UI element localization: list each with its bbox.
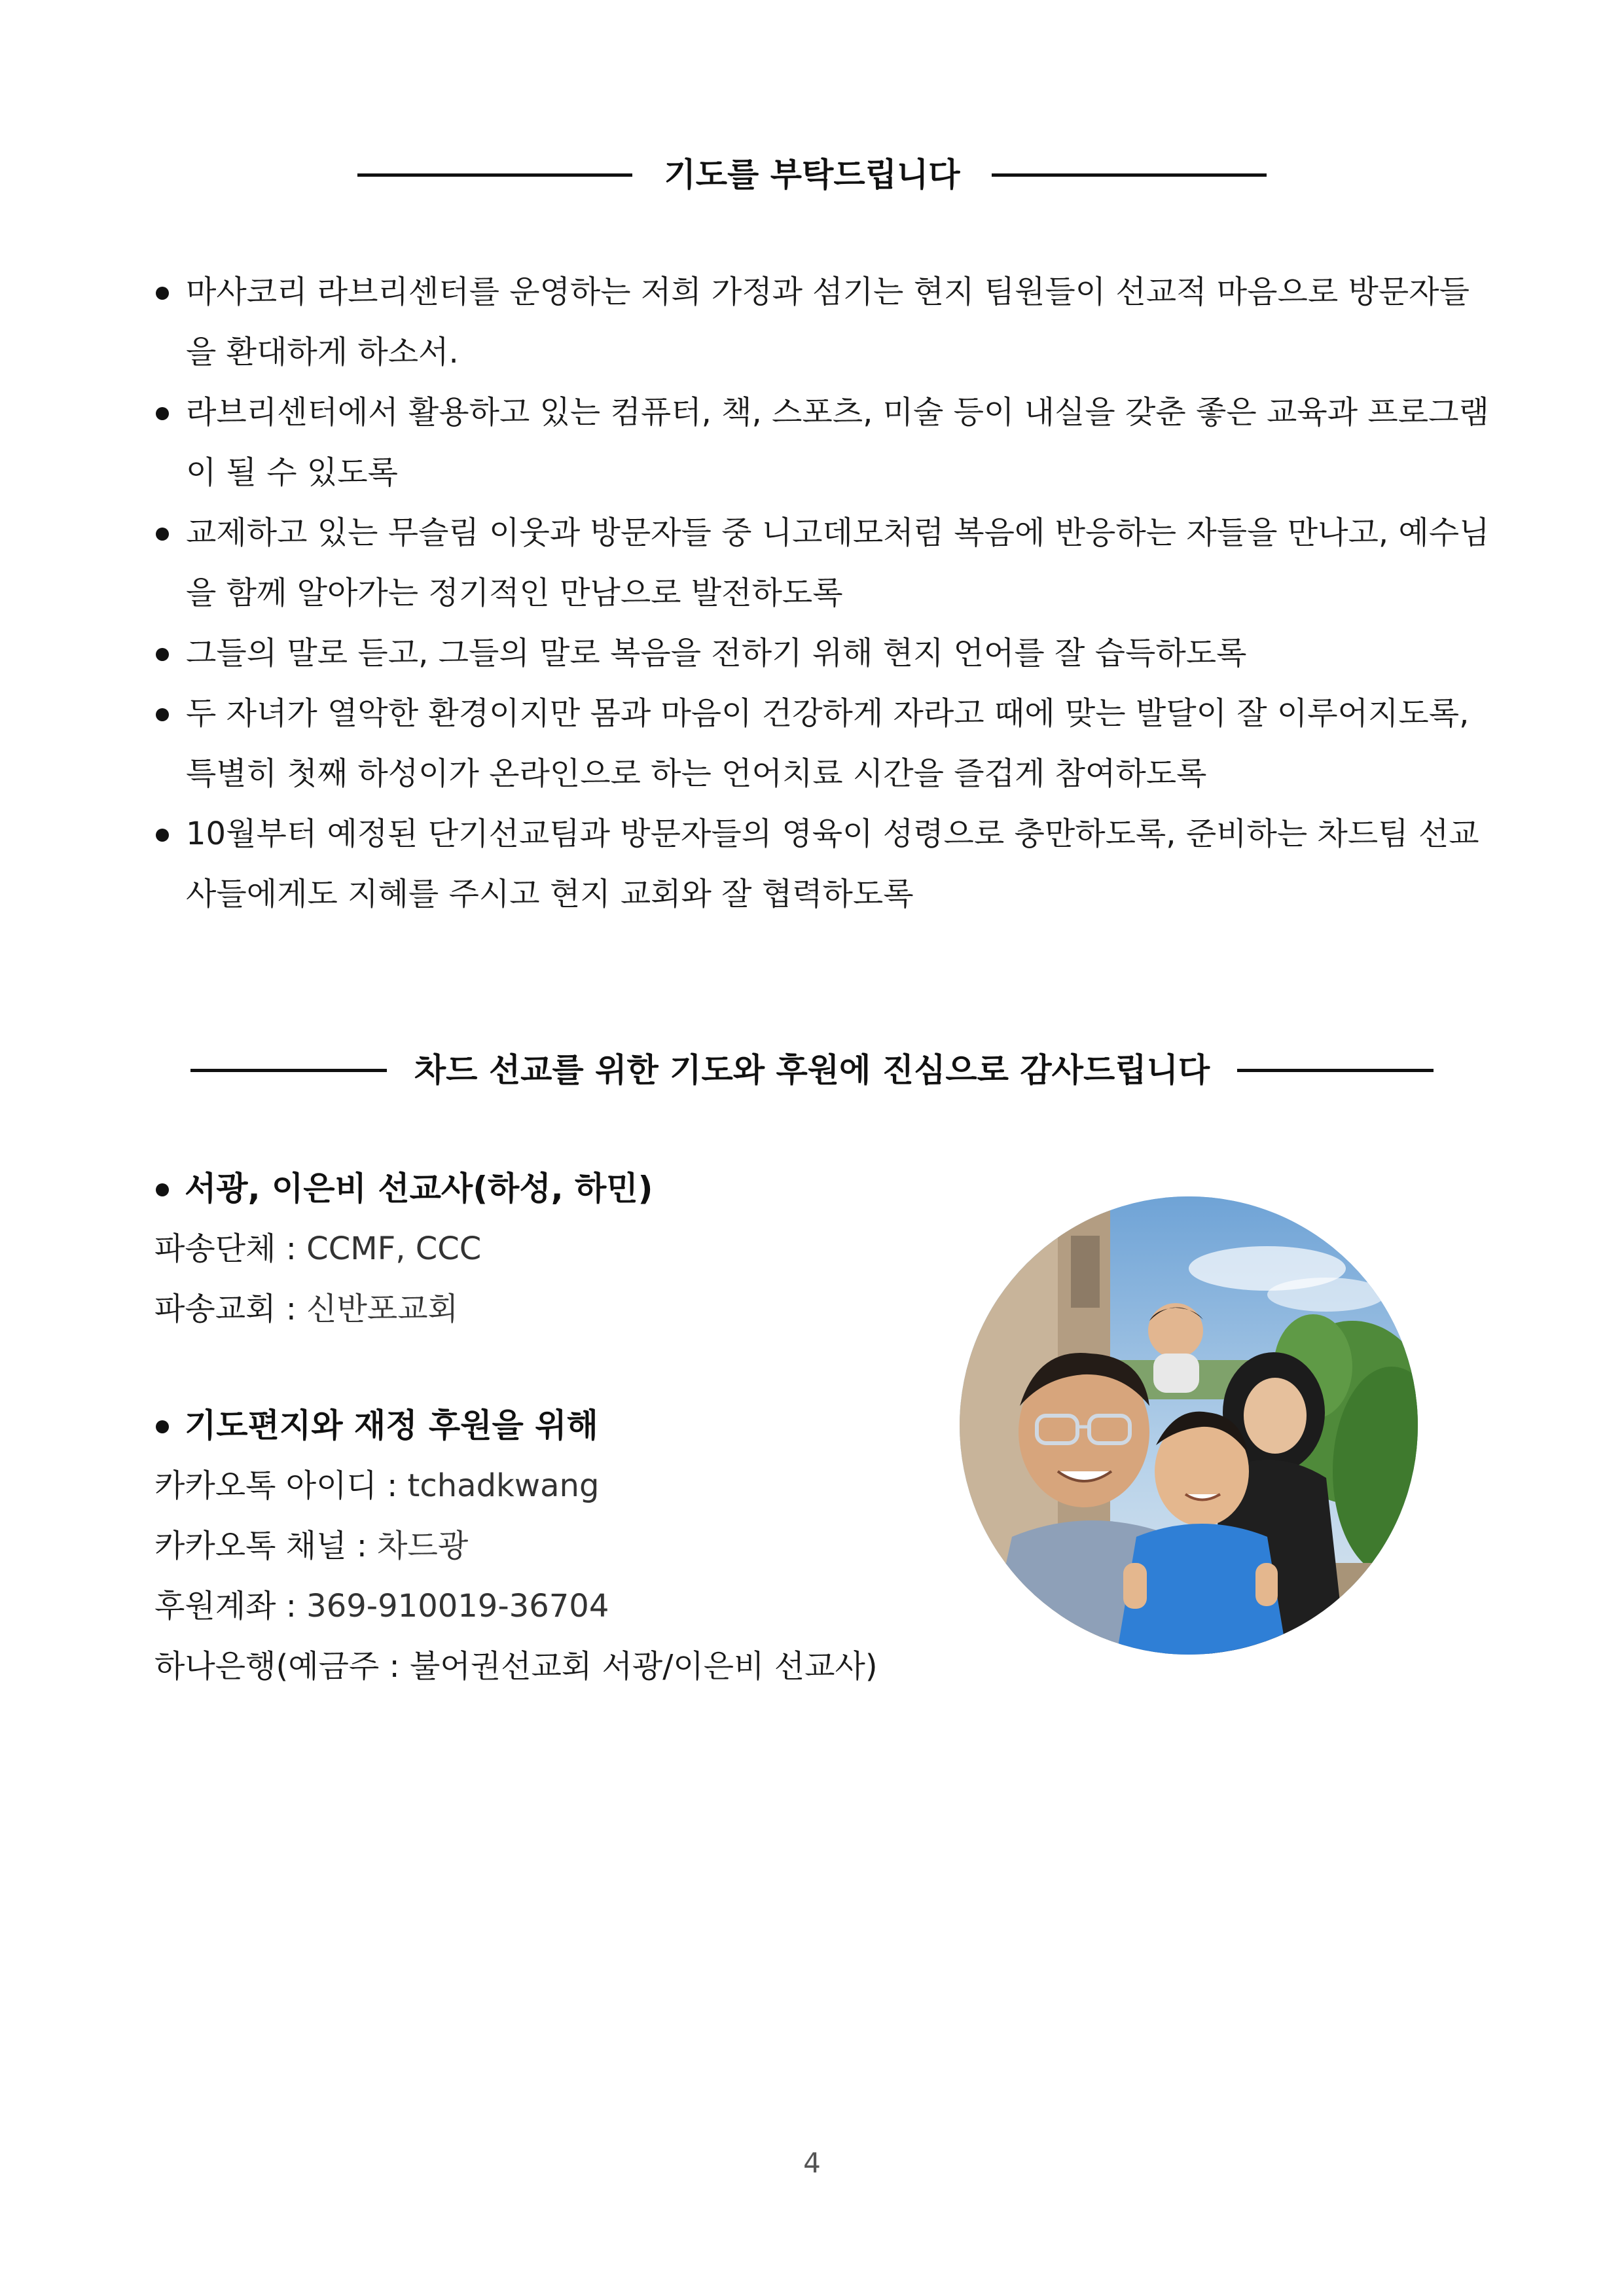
kakao-id-label: 카카오톡 아이디 : <box>154 1467 408 1504</box>
heading-rule-left <box>357 173 632 177</box>
prayer-heading <box>0 156 1624 194</box>
support-info <box>154 1395 1005 1696</box>
sending-church-label: 파송교회 : <box>154 1291 307 1327</box>
prayer-item: 교제하고 있는 무슬림 이웃과 방문자들 중 니고데모처럼 복음에 반응하는 자들을 만나고, 예수님을 함께 알아가는 정기적인 만남으로 발전하도록 <box>154 503 1490 623</box>
sending-org-line <box>154 1219 1005 1279</box>
thanks-heading-text: 차드 선교를 위한 기도와 후원에 진심으로 감사드립니다 <box>414 1051 1210 1089</box>
account-label: 후원계좌 : <box>154 1588 307 1624</box>
sending-church-value: 신반포교회 <box>306 1291 459 1327</box>
heading-rule-right <box>992 173 1267 177</box>
family-photo-icon <box>960 1196 1418 1655</box>
account-value: 369-910019-36704 <box>306 1588 609 1624</box>
kakao-channel-value: 차드광 <box>377 1528 469 1564</box>
kakao-id-line <box>154 1456 1005 1516</box>
support-title: 기도편지와 재정 후원을 위해 <box>154 1395 1005 1456</box>
heading-rule-right <box>1237 1069 1434 1072</box>
prayer-item: 10월부터 예정된 단기선교팀과 방문자들의 영육이 성령으로 충만하도록, 준비하는 차드팀 선교사들에게도 지혜를 주시고 현지 교회와 잘 협력하도록 <box>154 804 1490 924</box>
heading-rule-left <box>190 1069 387 1072</box>
prayer-item: 마사코리 라브리센터를 운영하는 저희 가정과 섬기는 현지 팀원들이 선교적 마음으로 방문자들을 환대하게 하소서. <box>154 262 1490 382</box>
missionary-info <box>154 1158 1005 1339</box>
kakao-channel-line <box>154 1516 1005 1576</box>
prayer-item: 그들의 말로 듣고, 그들의 말로 복음을 전하기 위해 현지 언어를 잘 습득하도록 <box>154 623 1490 683</box>
sending-org-value: CCMF, CCC <box>306 1230 482 1267</box>
account-line <box>154 1576 1005 1636</box>
missionary-title: 서광, 이은비 선교사(하성, 하민) <box>154 1158 1005 1219</box>
prayer-list <box>154 262 1490 924</box>
sending-church-line <box>154 1279 1005 1339</box>
bank-line: 하나은행(예금주 : 불어권선교회 서광/이은비 선교사) <box>154 1648 878 1685</box>
prayer-item: 두 자녀가 열악한 환경이지만 몸과 마음이 건강하게 자라고 때에 맞는 발달이 잘 이루어지도록, 특별히 첫째 하성이가 온라인으로 하는 언어치료 시간을 즐겁게 참여하도록 <box>154 683 1490 804</box>
kakao-channel-label: 카카오톡 채널 : <box>154 1528 378 1564</box>
sending-org-label: 파송단체 : <box>154 1230 307 1267</box>
thanks-heading <box>0 1051 1624 1089</box>
kakao-id-value: tchadkwang <box>407 1467 600 1504</box>
page-number: 4 <box>803 2147 821 2179</box>
prayer-heading-text: 기도를 부탁드립니다 <box>664 156 960 194</box>
prayer-item: 라브리센터에서 활용하고 있는 컴퓨터, 책, 스포츠, 미술 등이 내실을 갖춘 좋은 교육과 프로그램이 될 수 있도록 <box>154 382 1490 503</box>
